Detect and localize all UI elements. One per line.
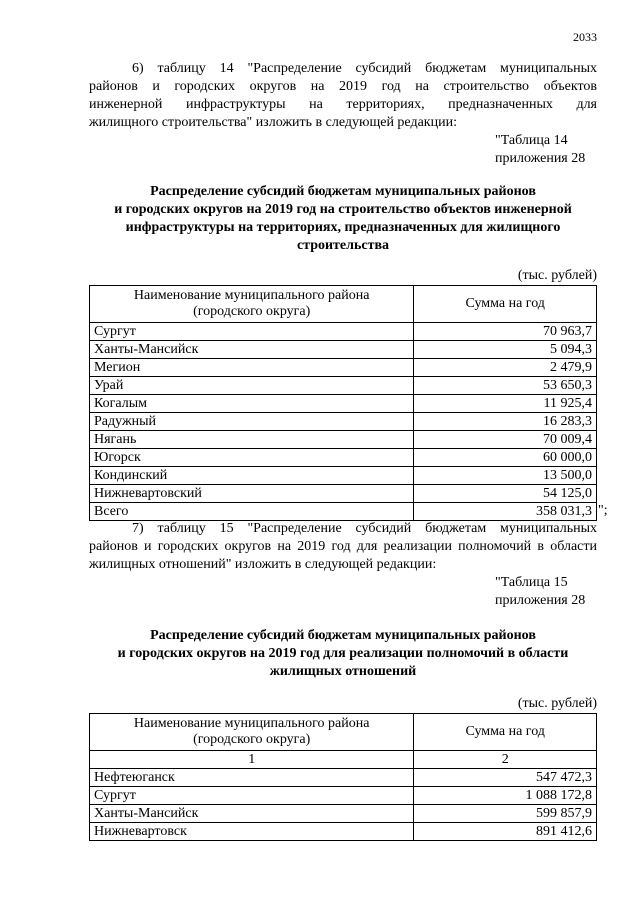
row-name-cell: Ханты-Мансийск [90,341,414,359]
row-sum-cell: 5 094,3 [414,341,597,359]
row-sum-cell: 1 088 172,8 [414,787,597,805]
table-14-ref-line-1: "Таблица 14 [495,133,568,148]
table-14-reference [495,132,585,168]
item-7-line-2: районов и городских округов на 2019 год для реализации полномочий в области [89,539,597,554]
header-name-line-2: (городского округа) [193,304,311,319]
item-6-line-3: инженерной инфраструктуры на территориях, предназначенных для [89,97,597,112]
table-15-title-line-1: Распределение субсидий бюджетам муниципальных районов [150,628,536,643]
table-15-ref-line-2: приложения 28 [495,593,586,608]
table-row [90,341,597,359]
table-14-units: (тыс. рублей) [517,268,597,283]
row-sum-cell: 13 500,0 [414,467,597,485]
table-15-units: (тыс. рублей) [517,696,597,711]
table-row [90,323,597,341]
table-15-sum-header: Сумма на год [414,714,597,751]
table-row [90,823,597,841]
table-row [90,467,597,485]
row-sum-cell: 70 963,7 [414,323,597,341]
header-name-line-1: Наименование муниципального района [133,716,370,731]
table-15 [89,713,597,841]
row-sum-cell: 599 857,9 [414,805,597,823]
table-15-column-number-row [90,751,597,769]
table-row [90,431,597,449]
table-row [90,449,597,467]
header-name-line-1: Наименование муниципального района [133,288,370,303]
row-sum-cell: 891 412,6 [414,823,597,841]
table-14-header-row [90,286,597,323]
table-14-title [89,183,597,255]
table-14-title-line-1: Распределение субсидий бюджетам муниципальных районов [150,184,536,199]
item-7-line-3: жилищных отношений" изложить в следующей редакции: [89,557,437,572]
total-sum-cell: 358 031,3 [414,503,597,521]
row-sum-cell: 53 650,3 [414,377,597,395]
table-15-title-line-3: жилищных отношений [269,664,417,679]
row-sum-cell: 547 472,3 [414,769,597,787]
table-14 [89,285,597,521]
item-6-paragraph [89,60,597,132]
row-name-cell: Мегион [90,359,414,377]
row-sum-cell: 60 000,0 [414,449,597,467]
row-sum-cell: 70 009,4 [414,431,597,449]
row-name-cell: Сургут [90,787,414,805]
total-row [90,503,597,521]
table-row [90,377,597,395]
row-sum-cell: 2 479,9 [414,359,597,377]
column-number-2: 2 [414,751,597,769]
table-row [90,413,597,431]
row-name-cell: Югорск [90,449,414,467]
table-row [90,359,597,377]
row-sum-cell: 11 925,4 [414,395,597,413]
table-row [90,787,597,805]
row-name-cell: Когалым [90,395,414,413]
table-row [90,805,597,823]
row-name-cell: Кондинский [90,467,414,485]
item-6-line-4: жилищного строительства" изложить в следующей редакции: [89,115,457,130]
row-sum-cell: 16 283,3 [414,413,597,431]
table-row [90,769,597,787]
table-14-closing-mark: "; [598,503,608,518]
total-label-cell: Всего [90,503,414,521]
column-number-1: 1 [90,751,414,769]
table-14-title-line-2: и городских округов на 2019 год на строительство объектов инженерной [114,202,572,217]
table-15-reference [495,574,585,610]
row-name-cell: Сургут [90,323,414,341]
row-name-cell: Нефтеюганск [90,769,414,787]
table-15-header-row [90,714,597,751]
table-14-ref-line-2: приложения 28 [495,151,586,166]
row-name-cell: Нижневартовск [90,823,414,841]
row-name-cell: Радужный [90,413,414,431]
item-7-line-1: 7) таблицу 15 "Распределение субсидий бюджетам муниципальных [132,521,597,536]
table-row [90,395,597,413]
item-6-line-2: районов и городских округов на 2019 год на строительство объектов [89,79,597,94]
table-14-name-header [90,286,414,323]
row-name-cell: Нягань [90,431,414,449]
row-name-cell: Урай [90,377,414,395]
table-14-title-line-4: строительства [296,238,390,253]
table-15-title-line-2: и городских округов на 2019 год для реализации полномочий в области [117,646,569,661]
row-sum-cell: 54 125,0 [414,485,597,503]
table-15-ref-line-1: "Таблица 15 [495,575,568,590]
table-14-sum-header: Сумма на год [414,286,597,323]
table-15-title [89,627,597,681]
table-15-name-header [90,714,414,751]
row-name-cell: Ханты-Мансийск [90,805,414,823]
item-6-line-1: 6) таблицу 14 "Распределение субсидий бюджетам муниципальных [132,61,597,76]
header-name-line-2: (городского округа) [193,732,311,747]
page-number: 2033 [573,30,597,44]
item-7-paragraph [89,520,597,574]
row-name-cell: Нижневартовский [90,485,414,503]
table-14-title-line-3: инфраструктуры на территориях, предназначенных для жилищного [125,220,561,235]
table-row [90,485,597,503]
